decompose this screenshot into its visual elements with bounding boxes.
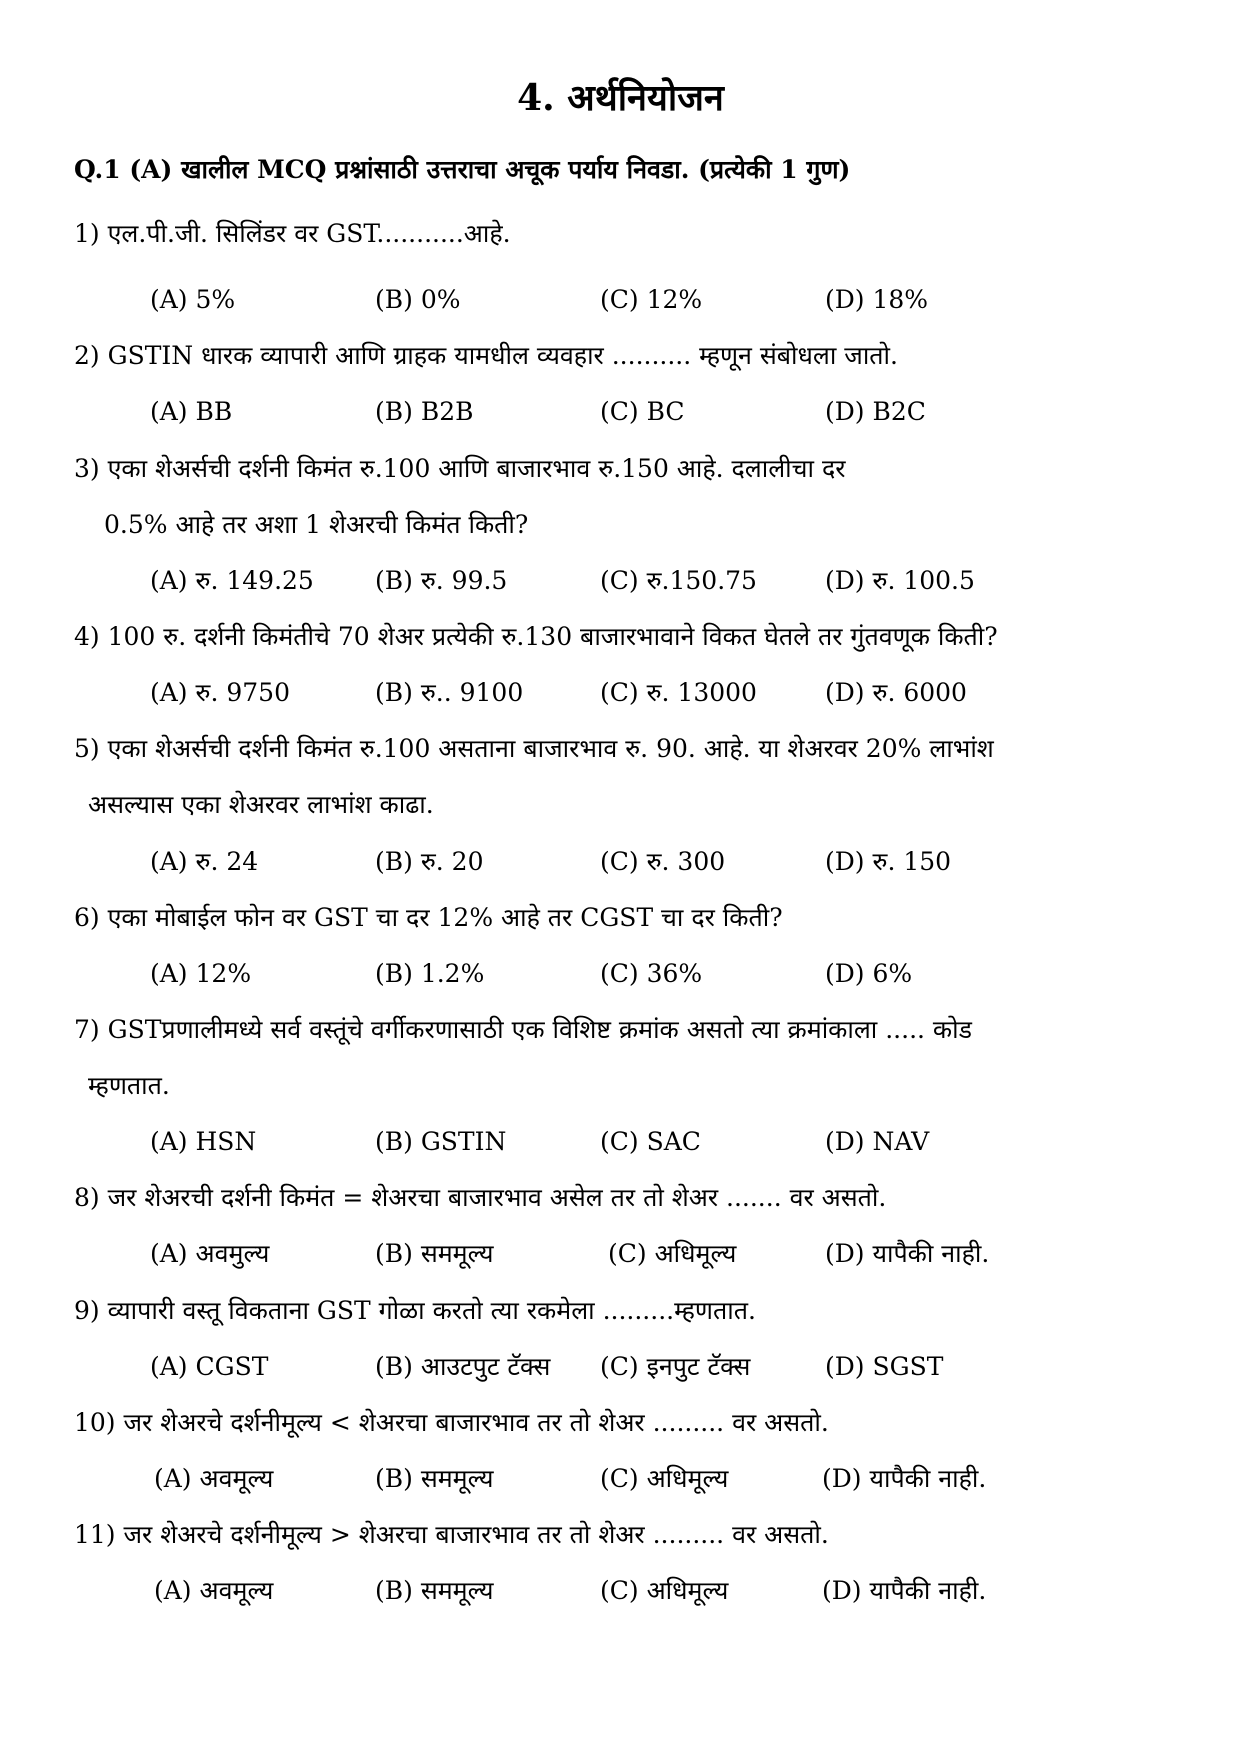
option-c: (C) इनपुट टॅक्स xyxy=(600,1352,751,1381)
option-d: (D) यापैकी नाही. xyxy=(822,1576,987,1605)
question-4-text: 4) 100 रु. दर्शनी किमंतीचे 70 शेअर प्रत्येकी रु.130 बाजारभावाने विकत घेतले तर गुंतवणूक किती? xyxy=(74,622,998,651)
question-11-options xyxy=(0,1571,1241,1611)
question-9-text: 9) व्यापारी वस्तू विकताना GST गोळा करतो त्या रकमेला .........म्हणतात. xyxy=(74,1296,756,1325)
question-10-options xyxy=(0,1459,1241,1499)
option-b: (B) 1.2% xyxy=(375,959,485,988)
option-d: (D) SGST xyxy=(825,1352,944,1381)
option-b: (B) आउटपुट टॅक्स xyxy=(375,1352,551,1381)
question-7-options xyxy=(0,1122,1241,1162)
option-c: (C) अधिमूल्य xyxy=(608,1239,737,1268)
question-9-options xyxy=(0,1347,1241,1387)
option-a: (A) रु. 149.25 xyxy=(150,566,314,595)
option-d: (D) रु. 100.5 xyxy=(825,566,975,595)
option-a: (A) अवमुल्य xyxy=(150,1239,270,1268)
option-b: (B) 0% xyxy=(375,285,461,314)
option-d: (D) यापैकी नाही. xyxy=(825,1239,990,1268)
option-c: (C) अधिमूल्य xyxy=(600,1464,729,1493)
option-d: (D) रु. 6000 xyxy=(825,678,967,707)
option-b: (B) रु. 20 xyxy=(375,847,484,876)
option-c: (C) 36% xyxy=(600,959,703,988)
option-d: (D) NAV xyxy=(825,1127,930,1156)
question-8-options xyxy=(0,1234,1241,1274)
option-a: (A) रु. 24 xyxy=(150,847,259,876)
question-1-options xyxy=(0,280,1241,320)
option-c: (C) रु.150.75 xyxy=(600,566,757,595)
question-3-text: 3) एका शेअर्सची दर्शनी किमंत रु.100 आणि बाजारभाव रु.150 आहे. दलालीचा दर xyxy=(74,454,846,483)
option-a: (A) अवमूल्य xyxy=(154,1576,274,1605)
option-c: (C) BC xyxy=(600,397,685,426)
question-2-text: 2) GSTIN धारक व्यापारी आणि ग्राहक यामधील व्यवहार .......... म्हणून संबोधला जातो. xyxy=(74,341,898,370)
question-5-options xyxy=(0,842,1241,882)
option-b: (B) रु. 99.5 xyxy=(375,566,508,595)
question-4-options xyxy=(0,673,1241,713)
option-c: (C) SAC xyxy=(600,1127,701,1156)
option-d: (D) B2C xyxy=(825,397,926,426)
option-a: (A) रु. 9750 xyxy=(150,678,290,707)
option-a: (A) 5% xyxy=(150,285,236,314)
question-11-text: 11) जर शेअरचे दर्शनीमूल्य > शेअरचा बाजारभाव तर तो शेअर ......... वर असतो. xyxy=(74,1520,829,1549)
chapter-title: 4. अर्थनियोजन xyxy=(517,77,724,119)
question-6-text: 6) एका मोबाईल फोन वर GST चा दर 12% आहे तर CGST चा दर किती? xyxy=(74,903,783,932)
option-b: (B) GSTIN xyxy=(375,1127,507,1156)
option-b: (B) सममूल्य xyxy=(375,1239,494,1268)
option-a: (A) HSN xyxy=(150,1127,257,1156)
question-3-text-continued: 0.5% आहे तर अशा 1 शेअरची किमंत किती? xyxy=(104,510,529,539)
question-5-text: 5) एका शेअर्सची दर्शनी किमंत रु.100 असताना बाजारभाव रु. 90. आहे. या शेअरवर 20% लाभांश xyxy=(74,734,994,763)
option-b: (B) सममूल्य xyxy=(375,1464,494,1493)
option-c: (C) अधिमूल्य xyxy=(600,1576,729,1605)
question-3-options xyxy=(0,561,1241,601)
question-10-text: 10) जर शेअरचे दर्शनीमूल्य < शेअरचा बाजारभाव तर तो शेअर ......... वर असतो. xyxy=(74,1408,829,1437)
option-b: (B) B2B xyxy=(375,397,474,426)
question-7-text: 7) GSTप्रणालीमध्ये सर्व वस्तूंचे वर्गीकरणासाठी एक विशिष्ट क्रमांक असतो त्या क्रमांकाला ..... कोड xyxy=(74,1015,972,1044)
option-c: (C) रु. 300 xyxy=(600,847,726,876)
option-b: (B) रु.. 9100 xyxy=(375,678,524,707)
option-d: (D) रु. 150 xyxy=(825,847,952,876)
option-d: (D) यापैकी नाही. xyxy=(822,1464,987,1493)
section-heading: Q.1 (A) खालील MCQ प्रश्नांसाठी उत्तराचा अचूक पर्याय निवडा. (प्रत्येकी 1 गुण) xyxy=(74,155,851,184)
option-c: (C) रु. 13000 xyxy=(600,678,757,707)
question-8-text: 8) जर शेअरची दर्शनी किमंत = शेअरचा बाजारभाव असेल तर तो शेअर ....... वर असतो. xyxy=(74,1183,887,1212)
option-c: (C) 12% xyxy=(600,285,703,314)
option-a: (A) BB xyxy=(150,397,233,426)
option-a: (A) अवमूल्य xyxy=(154,1464,274,1493)
option-d: (D) 18% xyxy=(825,285,929,314)
question-7-text-continued: म्हणतात. xyxy=(88,1071,170,1100)
question-6-options xyxy=(0,954,1241,994)
option-a: (A) 12% xyxy=(150,959,252,988)
option-a: (A) CGST xyxy=(150,1352,269,1381)
question-2-options xyxy=(0,392,1241,432)
question-1-text: 1) एल.पी.जी. सिलिंडर वर GST...........आहे. xyxy=(74,219,511,248)
option-d: (D) 6% xyxy=(825,959,913,988)
option-b: (B) सममूल्य xyxy=(375,1576,494,1605)
question-5-text-continued: असल्यास एका शेअरवर लाभांश काढा. xyxy=(88,790,434,819)
